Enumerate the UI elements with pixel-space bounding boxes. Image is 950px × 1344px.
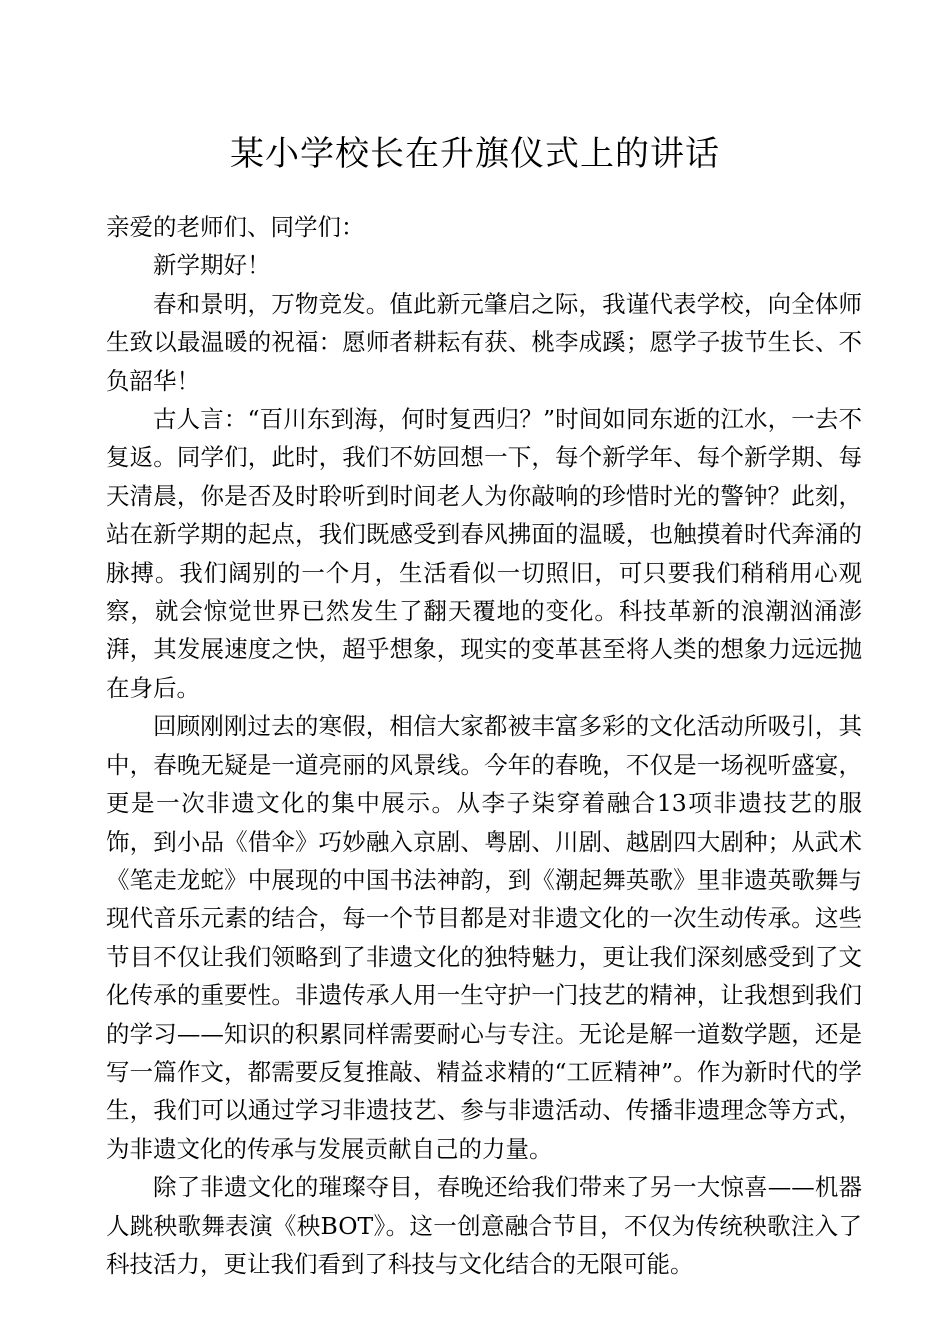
paragraph-robot: 除了非遗文化的璀璨夺目，春晚还给我们带来了另一大惊喜——机器人跳秧歌舞表演《秧BOT》。这一创意融合节目，不仅为传统秧歌注入了科技活力，更让我们看到了科技与文化结合的无限可能。 [106,1173,862,1278]
document-title: 某小学校长在升旗仪式上的讲话 [230,134,720,174]
paragraph-greeting: 新学期好！ [153,251,271,280]
paragraph-heritage: 回顾刚刚过去的寒假，相信大家都被丰富多彩的文化活动所吸引，其中，春晚无疑是一道亮丽的风景线。今年的春晚，不仅是一场视听盛宴，更是一次非遗文化的集中展示。从李子柒穿着融合13项非遗技艺的服饰，到小品《借伞》巧妙融入京剧、粤剧、川剧、越剧四大剧种；从武术《笔走龙蛇》中展现的中国书法神韵，到《潮起舞英歌》里非遗英歌舞与现代音乐元素的结合，每一个节目都是对非遗文化的一次生动传承。这些节目不仅让我们领略到了非遗文化的独特魅力，更让我们深刻感受到了文化传承的重要性。非遗传承人用一生守护一门技艺的精神，让我想到我们的学习——知识的积累同样需要耐心与专注。无论是解一道数学题，还是写一篇作文，都需要反复推敲、精益求精的“工匠精神”。作为新时代的学生，我们可以通过学习非遗技艺、参与非遗活动、传播非遗理念等方式，为非遗文化的传承与发展贡献自己的力量。 [106,712,862,1163]
paragraph-time: 古人言：“百川东到海，何时复西归？”时间如同东逝的江水，一去不复返。同学们，此时，我们不妨回想一下，每个新学年、每个新学期、每天清晨，你是否及时聆听到时间老人为你敲响的珍惜时光的警钟？此刻，站在新学期的起点，我们既感受到春风拂面的温暖，也触摸着时代奔涌的脉搏。我们阔别的一个月，生活看似一切照旧，可只要我们稍稍用心观察，就会惊觉世界已然发生了翻天覆地的变化。科技革新的浪潮汹涌澎湃，其发展速度之快，超乎想象，现实的变革甚至将人类的想象力远远抛在身后。 [106,405,862,702]
salutation: 亲爱的老师们、同学们： [106,213,365,241]
document-body [106,208,862,1283]
paragraph-blessing: 春和景明，万物竞发。值此新元肇启之际，我谨代表学校，向全体师生致以最温暖的祝福：愿师者耕耘有获、桃李成蹊；愿学子拔节生长、不负韶华！ [106,289,862,395]
